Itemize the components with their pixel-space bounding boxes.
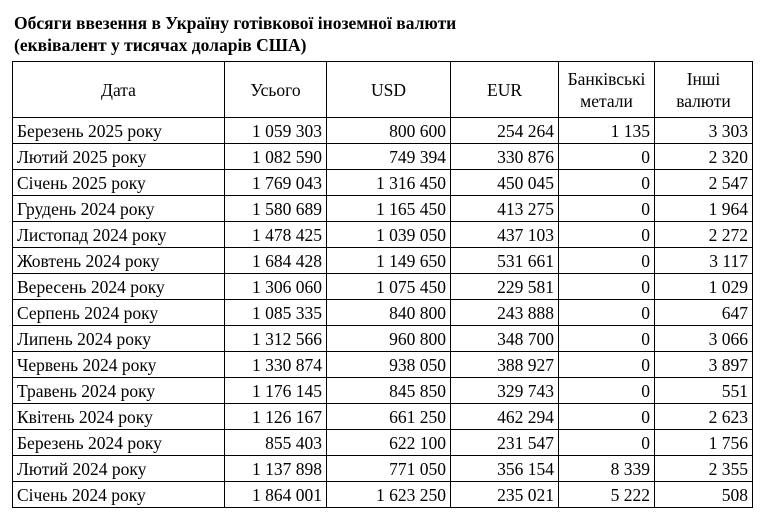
table-row [13,170,753,196]
cell-metals: 1 135 [559,118,655,144]
cell-metals: 0 [559,300,655,326]
table-body [13,118,753,508]
table-row [13,300,753,326]
cell-other: 647 [655,300,753,326]
cell-date: Березень 2024 року [13,430,225,456]
cell-date: Лютий 2024 року [13,456,225,482]
title-line-1: Обсяги ввезення в Україну готівкової іноземної валюти [14,13,457,33]
cell-date: Листопад 2024 року [13,222,225,248]
cell-other: 1 029 [655,274,753,300]
cell-usd: 1 316 450 [327,170,451,196]
cell-other: 551 [655,378,753,404]
cell-other: 2 320 [655,144,753,170]
cell-eur: 531 661 [451,248,559,274]
cell-date: Травень 2024 року [13,378,225,404]
table-row [13,430,753,456]
header-usd: USD [327,62,451,118]
table-row [13,456,753,482]
cell-metals: 0 [559,378,655,404]
cell-usd: 661 250 [327,404,451,430]
document-title [14,12,456,56]
table-row [13,352,753,378]
cell-other: 3 117 [655,248,753,274]
table-row [13,482,753,508]
table-row [13,274,753,300]
cell-other: 2 355 [655,456,753,482]
cell-eur: 229 581 [451,274,559,300]
header-other-line-1: Інші [686,68,721,89]
cell-eur: 356 154 [451,456,559,482]
cell-date: Серпень 2024 року [13,300,225,326]
header-other-line-2: валюти [676,90,731,111]
cell-total: 1 085 335 [225,300,327,326]
cell-metals: 0 [559,248,655,274]
table-row [13,144,753,170]
cell-other: 508 [655,482,753,508]
cell-eur: 235 021 [451,482,559,508]
cell-total: 1 306 060 [225,274,327,300]
cell-total: 1 684 428 [225,248,327,274]
cell-usd: 1 165 450 [327,196,451,222]
cell-usd: 960 800 [327,326,451,352]
cell-eur: 243 888 [451,300,559,326]
cell-other: 1 756 [655,430,753,456]
cell-eur: 348 700 [451,326,559,352]
cell-other: 3 303 [655,118,753,144]
cell-metals: 5 222 [559,482,655,508]
header-metals [559,62,655,118]
cell-date: Вересень 2024 року [13,274,225,300]
cell-usd: 771 050 [327,456,451,482]
table-row [13,248,753,274]
header-row [13,62,753,118]
cell-usd: 1 075 450 [327,274,451,300]
cell-usd: 1 149 650 [327,248,451,274]
cell-metals: 0 [559,222,655,248]
cell-total: 1 330 874 [225,352,327,378]
cell-metals: 0 [559,326,655,352]
cell-metals: 0 [559,430,655,456]
cell-other: 3 066 [655,326,753,352]
table-row [13,326,753,352]
table-row [13,378,753,404]
cell-eur: 413 275 [451,196,559,222]
cell-date: Грудень 2024 року [13,196,225,222]
cell-eur: 388 927 [451,352,559,378]
cell-metals: 0 [559,274,655,300]
cell-total: 1 137 898 [225,456,327,482]
cell-total: 1 580 689 [225,196,327,222]
cell-metals: 0 [559,196,655,222]
cell-total: 1 312 566 [225,326,327,352]
cell-other: 2 547 [655,170,753,196]
cell-usd: 749 394 [327,144,451,170]
cell-total: 1 769 043 [225,170,327,196]
title-line-2: (еквівалент у тисячах доларів США) [14,35,307,55]
cell-metals: 0 [559,144,655,170]
cell-usd: 800 600 [327,118,451,144]
cell-usd: 1 039 050 [327,222,451,248]
cell-eur: 329 743 [451,378,559,404]
cell-date: Березень 2025 року [13,118,225,144]
cell-usd: 840 800 [327,300,451,326]
cell-eur: 254 264 [451,118,559,144]
header-metals-line-1: Банківські [567,68,646,89]
cell-other: 2 272 [655,222,753,248]
cell-date: Липень 2024 року [13,326,225,352]
header-metals-line-2: метали [580,90,633,111]
table-row [13,118,753,144]
cell-total: 1 478 425 [225,222,327,248]
currency-import-table [12,61,753,508]
cell-metals: 0 [559,404,655,430]
header-total: Усього [225,62,327,118]
cell-date: Січень 2025 року [13,170,225,196]
cell-other: 2 623 [655,404,753,430]
cell-date: Червень 2024 року [13,352,225,378]
cell-metals: 8 339 [559,456,655,482]
cell-total: 855 403 [225,430,327,456]
cell-date: Січень 2024 року [13,482,225,508]
cell-eur: 450 045 [451,170,559,196]
cell-total: 1 864 001 [225,482,327,508]
cell-usd: 845 850 [327,378,451,404]
cell-date: Жовтень 2024 року [13,248,225,274]
cell-other: 1 964 [655,196,753,222]
cell-total: 1 126 167 [225,404,327,430]
cell-metals: 0 [559,352,655,378]
cell-total: 1 059 303 [225,118,327,144]
cell-other: 3 897 [655,352,753,378]
cell-usd: 938 050 [327,352,451,378]
cell-date: Лютий 2025 року [13,144,225,170]
table-row [13,222,753,248]
header-eur: EUR [451,62,559,118]
header-date: Дата [13,62,225,118]
cell-metals: 0 [559,170,655,196]
cell-usd: 622 100 [327,430,451,456]
header-other [655,62,753,118]
cell-total: 1 082 590 [225,144,327,170]
table-row [13,196,753,222]
cell-eur: 437 103 [451,222,559,248]
cell-total: 1 176 145 [225,378,327,404]
cell-date: Квітень 2024 року [13,404,225,430]
table-row [13,404,753,430]
cell-usd: 1 623 250 [327,482,451,508]
cell-eur: 330 876 [451,144,559,170]
cell-eur: 231 547 [451,430,559,456]
cell-eur: 462 294 [451,404,559,430]
